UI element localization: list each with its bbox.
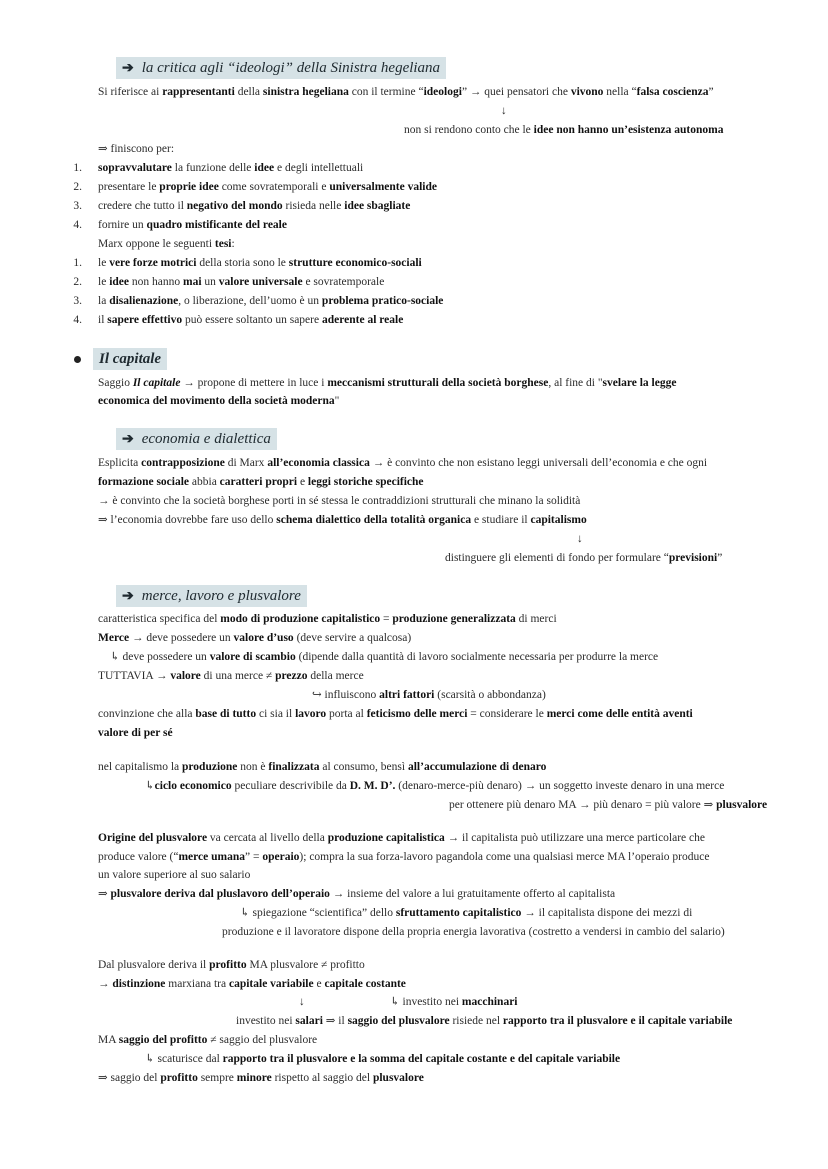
text-segment: nella “: [603, 86, 637, 98]
bold-text: rapporto tra il plusvalore e il capitale variabile: [502, 1015, 733, 1027]
arrow-right-icon: ➔: [122, 61, 134, 76]
text-segment: →: [98, 978, 113, 990]
text-segment: presentare le: [98, 181, 160, 193]
bold-text: saggio del profitto: [118, 1034, 208, 1046]
line: [98, 612, 557, 627]
bullet-icon: [74, 356, 81, 363]
down-arrow: ↓: [577, 533, 583, 545]
text-segment: e studiare il: [471, 514, 531, 526]
text-segment: e degli intellettuali: [274, 162, 364, 174]
bold-text: produzione capitalistica: [327, 832, 445, 844]
bold-text: all’economia classica: [267, 457, 370, 469]
line: [98, 887, 615, 902]
bold-text: all’accumulazione di denaro: [407, 761, 547, 773]
list-number: 3.: [73, 200, 82, 212]
text-segment: :: [231, 238, 235, 250]
bold-text: modo di produzione capitalistico: [220, 613, 381, 625]
bold-text: capitale variabile: [228, 978, 314, 990]
text-segment: le: [98, 276, 110, 288]
line: [312, 688, 546, 703]
bold-text: economica del movimento della società moderna: [98, 395, 335, 407]
list-number: 1.: [73, 162, 82, 174]
text-segment: ”: [708, 86, 714, 98]
text-segment: con il termine “: [348, 86, 424, 98]
line: [98, 631, 411, 646]
bold-text: svelare la legge: [602, 377, 677, 389]
text-segment: → è convinto che non esistano leggi universali dell’economia e che ogni: [369, 457, 708, 469]
heading-text: merce, lavoro e plusvalore: [141, 588, 301, 604]
text-segment: Esplicita: [98, 457, 142, 469]
text-segment: va cercata al livello della: [207, 832, 328, 844]
heading-ideologi: [116, 57, 446, 79]
bold-text: Il capitale: [132, 377, 181, 389]
bold-text: quadro mistificante del reale: [146, 219, 287, 231]
text-segment: la: [98, 295, 110, 307]
text-segment: ": [334, 395, 340, 407]
bold-text: capitale costante: [324, 978, 406, 990]
bold-text: operaio: [262, 851, 300, 863]
bold-text: plusvalore: [716, 799, 768, 811]
text-segment: risiede nel: [449, 1015, 503, 1027]
list-item: [98, 161, 363, 176]
line: [98, 958, 365, 973]
text-segment: marxiana tra: [165, 978, 229, 990]
text-segment: un: [201, 276, 219, 288]
bold-text: aderente al reale: [321, 314, 404, 326]
line: [449, 798, 767, 813]
text-segment: Saggio: [98, 377, 133, 389]
line: [145, 779, 724, 794]
bold-text: profitto: [160, 1072, 198, 1084]
text-segment: e: [313, 978, 325, 990]
bold-text: vere forze motrici: [109, 257, 197, 269]
bold-text: formazione sociale: [98, 476, 190, 488]
bold-text: valore universale: [218, 276, 303, 288]
list-item: [98, 180, 437, 195]
bold-text: sfruttamento capitalistico: [395, 907, 522, 919]
bold-text: sinistra hegeliana: [262, 86, 349, 98]
bold-text: caratteri propri: [219, 476, 298, 488]
bold-text: salari: [295, 1015, 323, 1027]
text-segment: ” =: [245, 851, 263, 863]
text-segment: risieda nelle: [282, 200, 345, 212]
text-segment: fornire un: [98, 219, 147, 231]
text-segment: della merce: [307, 670, 364, 682]
bold-text: Merce: [98, 632, 130, 644]
text-segment: (scarsità o abbondanza): [434, 689, 546, 701]
bold-text: valore di per sé: [98, 727, 173, 739]
line: [240, 906, 692, 921]
list-item: [98, 256, 422, 271]
bold-text: idee: [109, 276, 129, 288]
bold-text: plusvalore deriva dal pluslavoro dell’operaio: [110, 888, 330, 900]
line: [98, 376, 676, 391]
line: [98, 850, 709, 865]
line: [98, 831, 705, 846]
bold-text: plusvalore: [372, 1072, 424, 1084]
text-segment: ↪ influiscono: [312, 689, 380, 701]
list-item: [98, 294, 443, 309]
text-segment: ⇒ l’economia dovrebbe fare uso dello: [98, 514, 277, 526]
text-segment: produce valore (“: [98, 851, 179, 863]
text-segment: non si rendono conto che le: [404, 124, 534, 136]
bold-text: D. M. D’.: [349, 780, 396, 792]
text-segment: peculiare descrivibile da: [231, 780, 350, 792]
bold-text: mai: [182, 276, 202, 288]
bold-text: saggio del plusvalore: [347, 1015, 450, 1027]
bold-text: ideologi: [423, 86, 462, 98]
bold-text: vivono: [570, 86, 604, 98]
text-segment: (deve servire a qualcosa): [293, 632, 412, 644]
bold-text: capitalismo: [530, 514, 587, 526]
list-item: [98, 275, 384, 290]
text-segment: il: [98, 314, 108, 326]
line: [98, 669, 364, 684]
bold-text: prezzo: [275, 670, 308, 682]
list-item: [98, 199, 410, 214]
text-segment: ↳ scaturisce dal: [145, 1053, 223, 1065]
bold-text: schema dialettico della totalità organica: [276, 514, 472, 526]
list-number: 2.: [73, 276, 82, 288]
text-segment: investito nei: [236, 1015, 296, 1027]
text-segment: → insieme del valore a lui gratuitamente offerto al capitalista: [329, 888, 616, 900]
text-segment: sempre: [197, 1072, 237, 1084]
line: [98, 394, 339, 409]
bold-text: previsioni: [668, 552, 718, 564]
text-segment: e sovratemporale: [302, 276, 385, 288]
bold-text: sopravvalutare: [98, 162, 172, 174]
line: → è convinto che la società borghese porti in sé stessa le contraddizioni strutturali che minano la solidità: [98, 495, 581, 507]
bold-text: produzione generalizzata: [392, 613, 516, 625]
text-segment: ); compra la sua forza-lavoro pagandola come una qualsiasi merce MA l’operaio produce: [299, 851, 710, 863]
line: [98, 977, 406, 992]
text-segment: → deve possedere un: [129, 632, 234, 644]
text-segment: ↳ spiegazione “scientifica” dello: [240, 907, 396, 919]
bold-text: idee non hanno un’esistenza autonoma: [533, 124, 724, 136]
text-segment: caratteristica specifica del: [98, 613, 221, 625]
bold-text: meccanismi strutturali della società borghese: [327, 377, 549, 389]
line: [236, 1014, 732, 1029]
line: [98, 1071, 424, 1086]
bold-text: distinzione: [112, 978, 166, 990]
bold-text: macchinari: [461, 996, 518, 1008]
text-segment: e: [297, 476, 308, 488]
bold-text: sapere effettivo: [107, 314, 183, 326]
bold-text: contrapposizione: [141, 457, 225, 469]
text-segment: le: [98, 257, 110, 269]
line: [445, 551, 722, 566]
bold-text: leggi storiche specifiche: [307, 476, 424, 488]
text-segment: credere che tutto il: [98, 200, 187, 212]
bold-text: produzione: [182, 761, 238, 773]
down-arrow: ↓: [501, 105, 507, 117]
line: [98, 726, 173, 741]
bold-text: altri fattori: [379, 689, 435, 701]
bold-text: idee sbagliate: [344, 200, 411, 212]
list-number: 1.: [73, 257, 82, 269]
bold-text: Origine del plusvalore: [98, 832, 208, 844]
text-segment: → il capitalista dispone dei mezzi di: [521, 907, 693, 919]
text-segment: ↳ investito nei: [390, 996, 462, 1008]
line: [145, 1052, 620, 1067]
bold-text: rappresentanti: [162, 86, 235, 98]
line: [98, 760, 546, 775]
text-segment: (denaro-merce-più denaro) → un soggetto investe denaro in una merce: [395, 780, 725, 792]
text-segment: della storia sono le: [196, 257, 289, 269]
bold-text: disalienazione: [109, 295, 179, 307]
text-segment: rispetto al saggio del: [271, 1072, 373, 1084]
text-segment: della: [234, 86, 263, 98]
text-segment: → propone di mettere in luce i: [180, 377, 328, 389]
text-segment: non hanno: [129, 276, 183, 288]
text-segment: = considerare le: [467, 708, 547, 720]
text-segment: può essere soltanto un sapere: [182, 314, 322, 326]
line: [98, 1033, 317, 1048]
text-segment: (dipende dalla quantità di lavoro socialmente necessaria per produrre la merce: [295, 651, 659, 663]
down-arrow: ↓: [299, 996, 305, 1008]
bold-text: idee: [254, 162, 275, 174]
text-segment: , o liberazione, dell’uomo è un: [178, 295, 322, 307]
line: [98, 237, 235, 252]
line: [98, 513, 587, 528]
list-number: 4.: [73, 219, 82, 231]
line: un valore superiore al suo salario: [98, 869, 251, 881]
heading-merce: [116, 585, 307, 607]
bold-text: proprie idee: [159, 181, 219, 193]
bold-text: universalmente valide: [329, 181, 437, 193]
bold-text: minore: [236, 1072, 272, 1084]
text-segment: ⇒ il: [322, 1015, 348, 1027]
bold-text: base di tutto: [195, 708, 257, 720]
text-segment: di una merce ≠: [200, 670, 276, 682]
list-item: [98, 218, 287, 233]
bold-text: valore: [170, 670, 201, 682]
text-segment: di Marx: [224, 457, 268, 469]
text-segment: la funzione delle: [171, 162, 255, 174]
line: [110, 650, 658, 665]
text-segment: ci sia il: [256, 708, 296, 720]
bold-text: valore d’uso: [233, 632, 294, 644]
bold-text: merci come delle entità aventi: [546, 708, 693, 720]
heading-text: economia e dialettica: [141, 431, 271, 447]
bold-text: problema pratico-sociale: [321, 295, 444, 307]
bold-text: valore di scambio: [209, 651, 296, 663]
text-segment: convinzione che alla: [98, 708, 196, 720]
bold-text: rapporto tra il plusvalore e la somma del capitale costante e del capitale variabile: [222, 1053, 621, 1065]
bold-text: strutture economico-sociali: [288, 257, 422, 269]
text-segment: ↳: [145, 780, 155, 792]
heading-economia: [116, 428, 277, 450]
line: [404, 123, 723, 138]
arrow-right-icon: ➔: [122, 432, 134, 447]
text-segment: Dal plusvalore deriva il: [98, 959, 210, 971]
line: [390, 995, 518, 1010]
text-segment: per ottenere più denaro MA → più denaro = più valore ⇒: [449, 799, 717, 811]
text-segment: ⇒: [98, 888, 111, 900]
text-segment: ↳ deve possedere un: [110, 651, 210, 663]
text-segment: come sovratemporali e: [218, 181, 330, 193]
line: [98, 707, 693, 722]
text-segment: ≠ saggio del plusvalore: [207, 1034, 318, 1046]
bold-text: falsa coscienza: [636, 86, 709, 98]
line: [98, 85, 714, 100]
heading-capitale: Il capitale: [93, 348, 167, 370]
line: [98, 475, 424, 490]
text-segment: nel capitalismo la: [98, 761, 182, 773]
text-segment: ⇒ saggio del: [98, 1072, 161, 1084]
bold-text: negativo del mondo: [186, 200, 283, 212]
line: ⇒ finiscono per:: [98, 143, 175, 155]
bold-text: lavoro: [295, 708, 327, 720]
text-segment: porta al: [326, 708, 367, 720]
text-segment: Si riferisce ai: [98, 86, 163, 98]
bold-text: profitto: [209, 959, 247, 971]
arrow-right-icon: ➔: [122, 589, 134, 604]
text-segment: TUTTAVIA →: [98, 670, 171, 682]
text-segment: MA: [98, 1034, 119, 1046]
bold-text: tesi: [214, 238, 232, 250]
text-segment: → il capitalista può utilizzare una merce particolare che: [444, 832, 705, 844]
bold-text: ciclo economico: [154, 780, 232, 792]
text-segment: , al fine di ": [548, 377, 603, 389]
text-segment: non è: [237, 761, 269, 773]
bold-text: finalizzata: [268, 761, 320, 773]
line: produzione e il lavoratore dispone della propria energia lavorativa (costretto a vendersi in cambio del salario): [222, 926, 725, 938]
bold-text: feticismo delle merci: [366, 708, 468, 720]
list-number: 3.: [73, 295, 82, 307]
text-segment: distinguere gli elementi di fondo per formulare “: [445, 552, 669, 564]
text-segment: abbia: [189, 476, 220, 488]
text-segment: =: [380, 613, 393, 625]
text-segment: al consumo, bensì: [319, 761, 408, 773]
text-segment: di merci: [515, 613, 557, 625]
line: [98, 456, 707, 471]
heading-text: la critica agli “ideologi” della Sinistra hegeliana: [141, 60, 441, 76]
list-number: 2.: [73, 181, 82, 193]
text-segment: ” → quei pensatori che: [461, 86, 571, 98]
text-segment: MA plusvalore ≠ profitto: [246, 959, 365, 971]
text-segment: ”: [717, 552, 723, 564]
bold-text: merce umana: [178, 851, 246, 863]
list-number: 4.: [73, 314, 82, 326]
text-segment: Marx oppone le seguenti: [98, 238, 215, 250]
list-item: [98, 313, 403, 328]
